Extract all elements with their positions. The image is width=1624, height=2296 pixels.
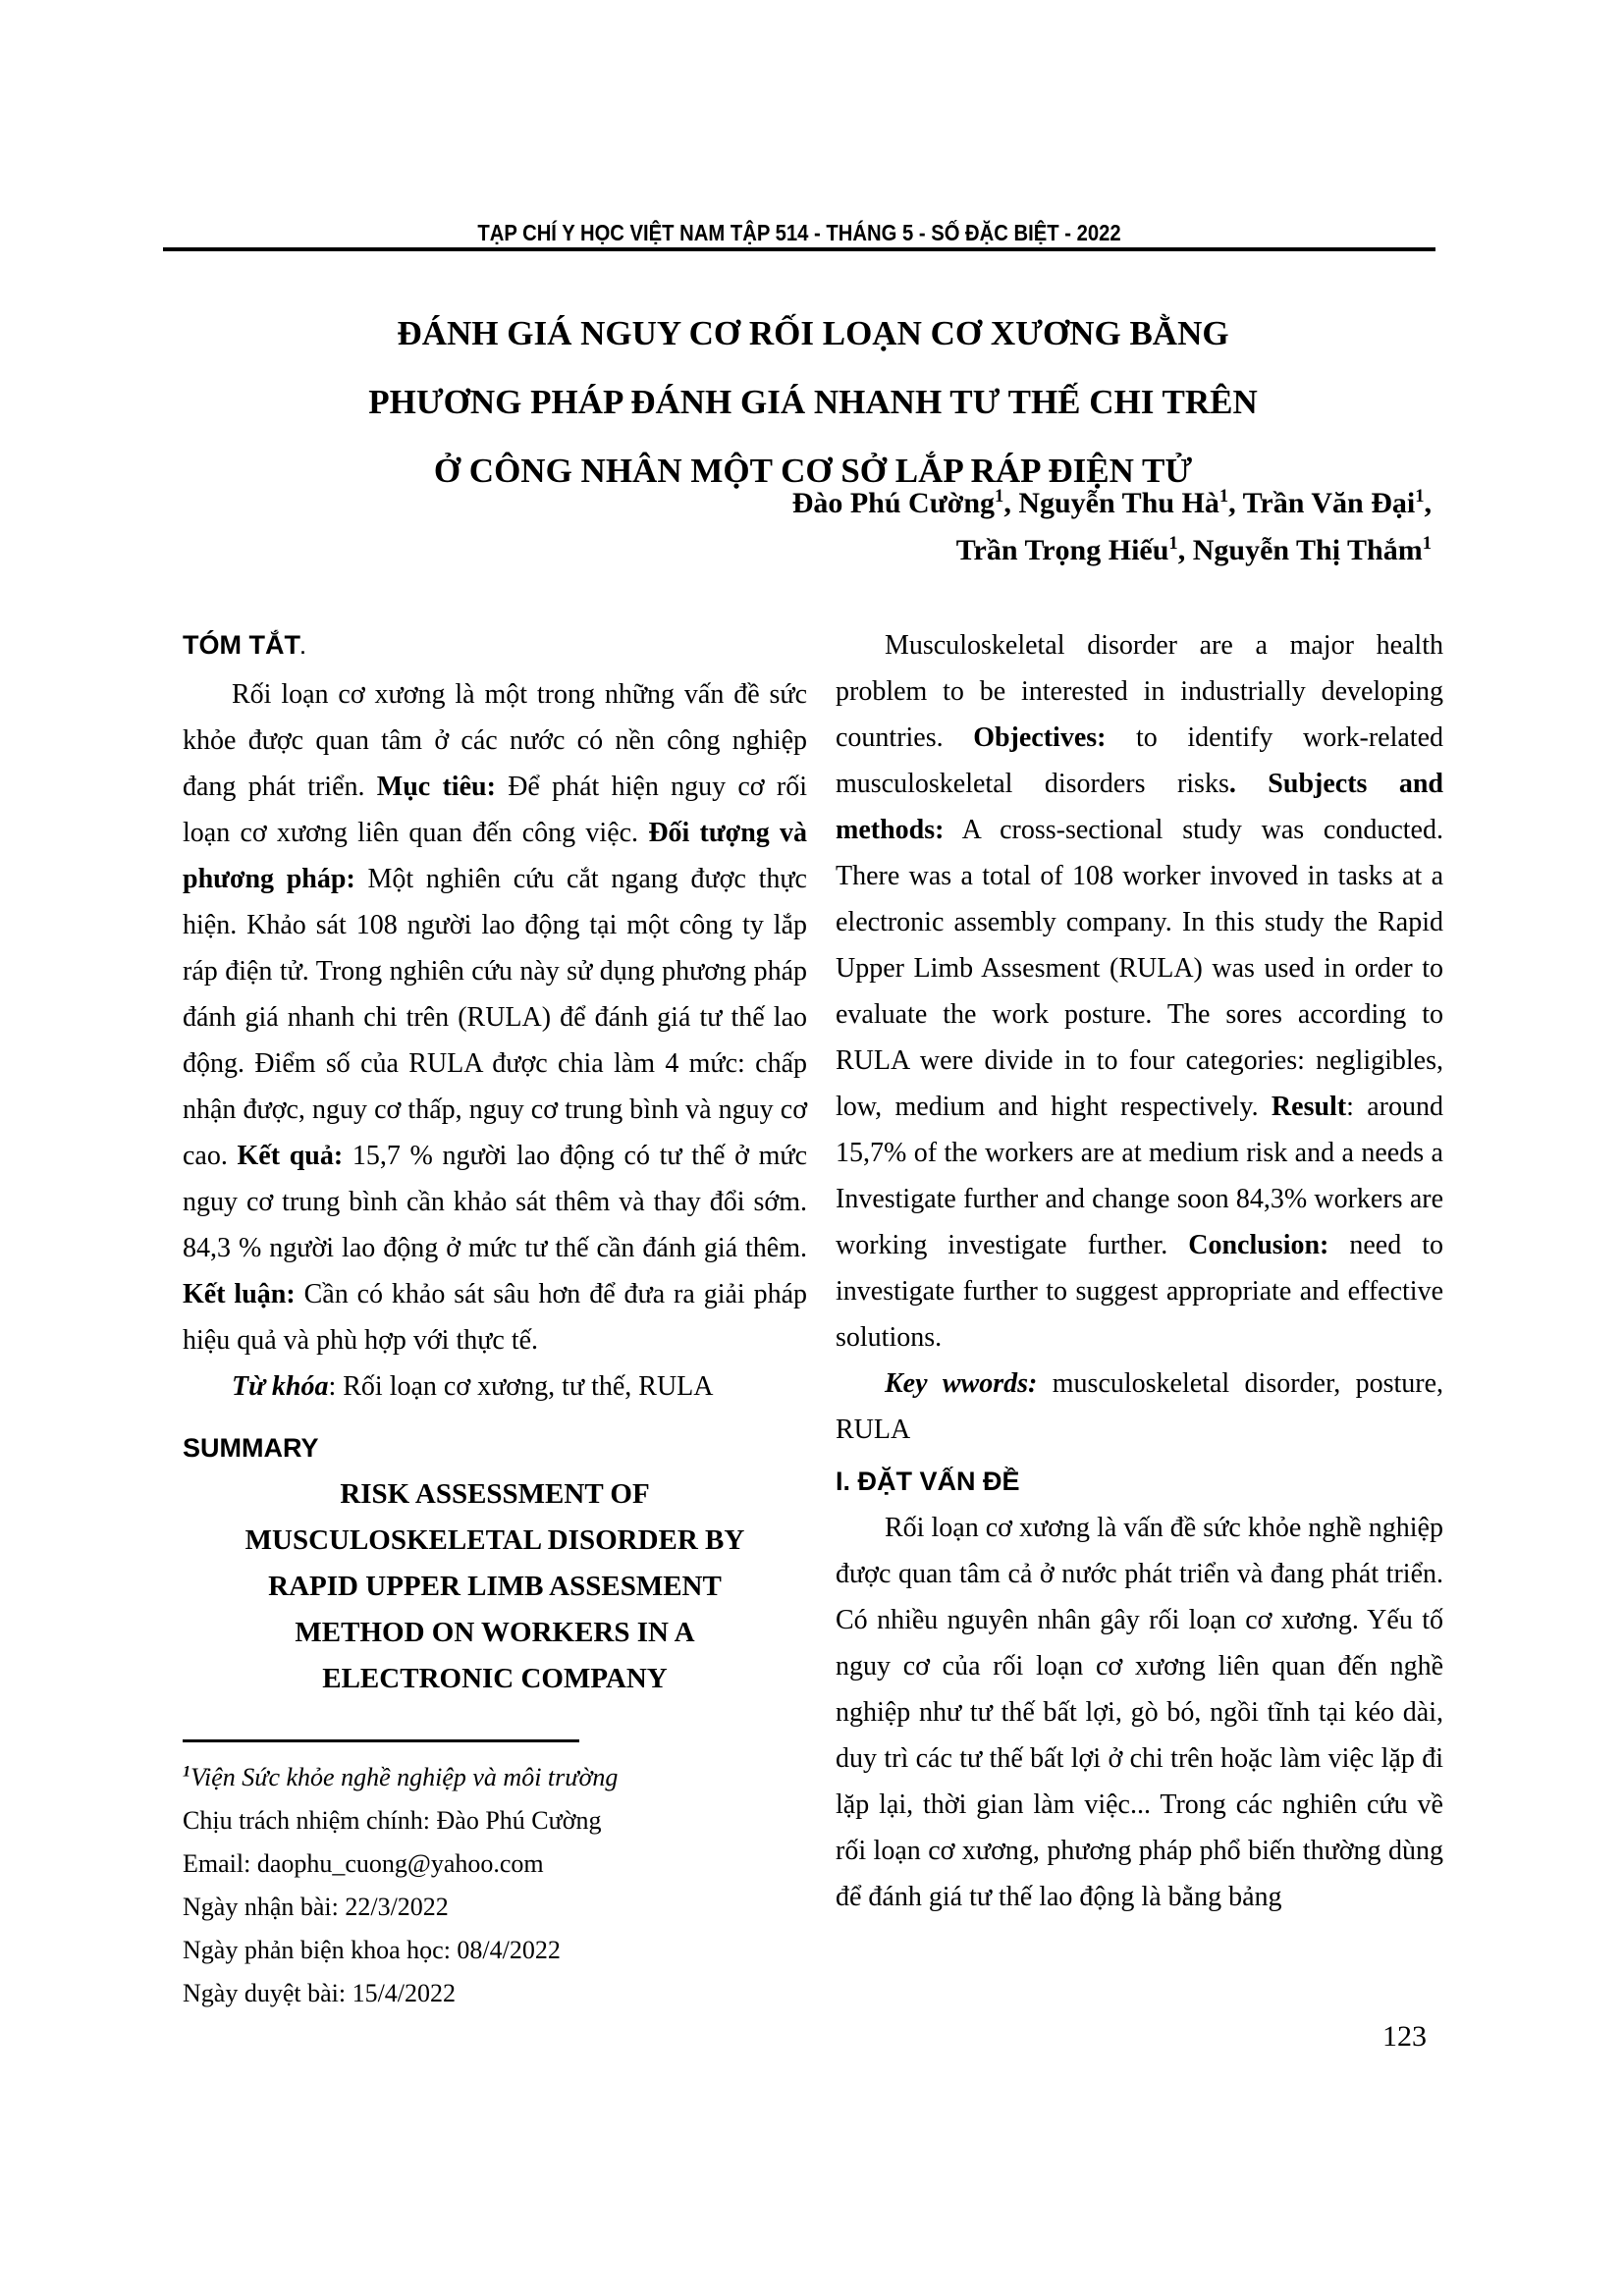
footnote-accepted-date: Ngày duyệt bài: 15/4/2022	[183, 1979, 457, 2007]
keywords-en: Key wwords: musculoskeletal disorder, posture, RULA	[836, 1368, 1443, 1445]
abstract-vi-heading: TÓM TẮT.	[183, 630, 305, 660]
header-rule	[163, 247, 1435, 251]
footnote-received-date: Ngày nhận bài: 22/3/2022	[183, 1893, 449, 1921]
abstract-vi-paragraph: Rối loạn cơ xương là một trong những vấn đề sức khỏe được quan tâm ở các nước có nền công nghiệp đang phát triển. Mục tiêu: Để phát hiện nguy cơ rối loạn cơ xương liên quan đến công việc. Đối tượng và phương pháp: Một nghiên cứu cắt ngang được thực hiện. Khảo sát 108 người lao động tại một công ty lắp ráp điện tử. Trong nghiên cứu này sử dụng phương pháp đánh giá nhanh chi trên (RULA) để đánh giá tư thế lao động. Điểm số của RULA được chia làm 4 mức: chấp nhận được, nguy cơ thấp, nguy cơ trung bình và nguy cơ cao. Kết quả: 15,7 % người lao động có tư thế ở mức nguy cơ trung bình cần khảo sát thêm và thay đổi sớm. 84,3 % người lao động ở mức tư thế cần đánh giá thêm. Kết luận: Cần có khảo sát sâu hơn để đưa ra giải pháp hiệu quả và phù hợp với thực tế.	[183, 679, 808, 1356]
page-number: 123	[1382, 2020, 1427, 2053]
summary-heading: SUMMARY	[183, 1433, 319, 1463]
right-column	[836, 622, 1443, 2015]
footnote-separator	[183, 1739, 579, 1742]
journal-running-head: TẠP CHÍ Y HỌC VIỆT NAM TẬP 514 - THÁNG 5 - SỐ ĐẶC BIỆT - 2022	[477, 220, 1121, 245]
abstract-en-paragraph: Musculoskeletal disorder are a major health problem to be interested in industrially developing countries. Objectives: to identify work-related musculoskeletal disorders risks. Subjects and methods: A cross-sectional study was conducted. There was a total of 108 worker invoved in tasks at a electronic assembly company. In this study the Rapid Upper Limb Assesment (RULA) was used in order to evaluate the work posture. The sores according to RULA were divide in to four categories: negligibles, low, medium and hight respectively. Result: around 15,7% of the workers are at medium risk and a needs a Investigate further and change soon 84,3% workers are working investigate further. Conclusion: need to investigate further to suggest appropriate and effective solutions.	[836, 630, 1444, 1353]
footnote-email: Email: daophu_cuong@yahoo.com	[183, 1849, 544, 1878]
footnote-block	[183, 1739, 807, 2015]
section-1-heading: I. ĐẶT VẤN ĐỀ	[836, 1467, 1020, 1496]
footnote-affiliation: $^1$Viện Sức khỏe nghề nghiệp và môi trường	[183, 1763, 619, 1791]
two-column-body	[183, 622, 1443, 2015]
author-line-1: Đào Phú Cường$^1$, Nguyễn Thu $Hà^1$, Trần Văn Đại$^1$,	[791, 486, 1432, 519]
introduction-paragraph: Rối loạn cơ xương là vấn đề sức khỏe nghề nghiệp được quan tâm cả ở nước phát triển và đang phát triển. Có nhiều nguyên nhân gây rối loạn cơ xương. Yếu tố nguy cơ của rối loạn cơ xương liên quan đến nghề nghiệp như tư thế bất lợi, gò bó, ngồi tĩnh tại kéo dài, duy trì các tư thế bất lợi ở chi trên hoặc làm việc lặp đi lặp lại, thời gian làm việc... Trong các nghiên cứu về rối loạn cơ xương, phương pháp phổ biến thường dùng để đánh giá tư thế lao động là bằng bảng	[836, 1513, 1443, 1912]
article-title: ĐÁNH GIÁ NGUY CƠ RỐI LOẠN CƠ XƯƠNG BẰNG PHƯƠNG PHÁP ĐÁNH GIÁ NHANH TƯ THẾ CHI TRÊN Ở CÔNG NHÂN MỘT CƠ SỞ LẮP RÁP ĐIỆN TỬ	[368, 314, 1258, 491]
footnote-corresponding: Chịu trách nhiệm chính: Đào Phú Cường	[183, 1806, 602, 1835]
left-column	[183, 622, 807, 2015]
author-line-2: Trần Trọng Hiếu$^1$, Nguyễn Thị Thắm$^1$	[955, 533, 1432, 566]
keywords-vi: Từ khóa: Rối loạn cơ xương, tư thế, RULA	[232, 1371, 714, 1402]
footnote-reviewed-date: Ngày phản biện khoa học: 08/4/2022	[183, 1936, 561, 1964]
english-title: RISK ASSESSMENT OF MUSCULOSKELETAL DISORDER BY RAPID UPPER LIMB ASSESMENT METHOD ON WORKERS IN A ELECTRONIC COMPANY	[244, 1478, 745, 1694]
author-block	[183, 480, 1432, 574]
